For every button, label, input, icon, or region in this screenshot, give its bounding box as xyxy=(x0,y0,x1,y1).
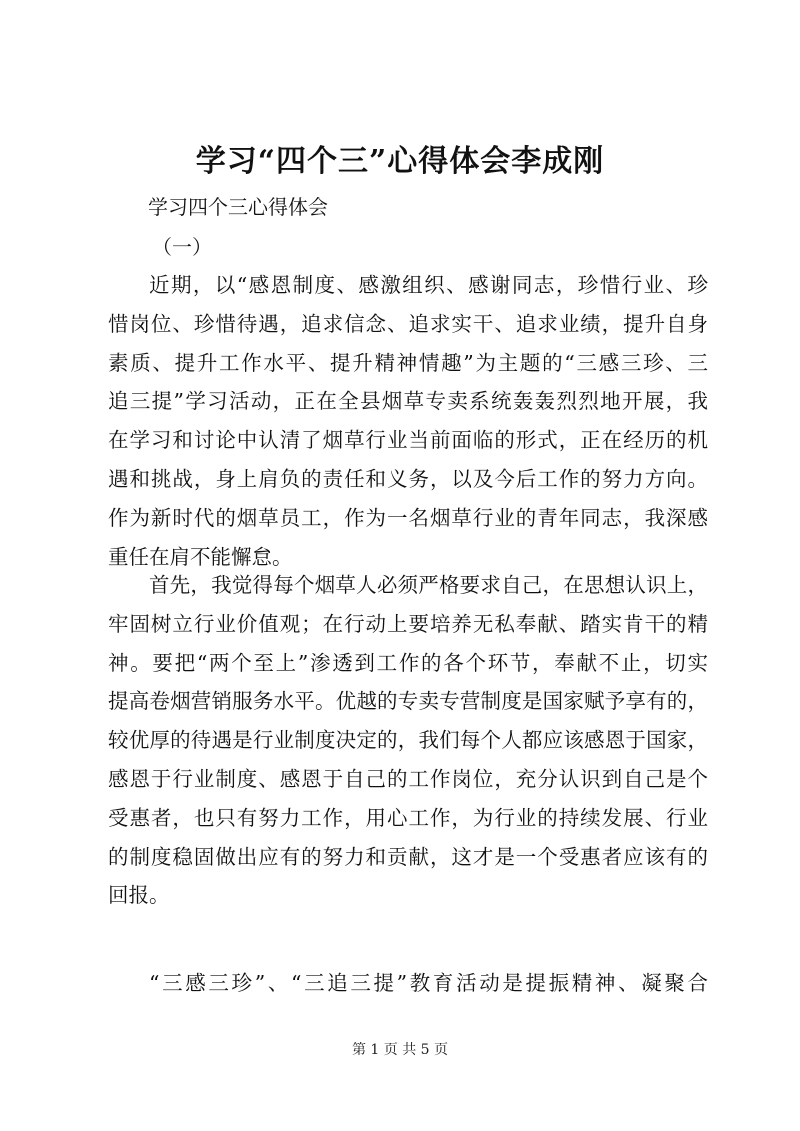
paragraph-line: 首先，我觉得每个烟草人必须严格要求自己，在思想认识上， xyxy=(149,573,708,597)
paragraph-line: 的制度稳固做出应有的努力和贡献，这才是一个受惠者应该有的 xyxy=(108,844,708,869)
paragraph-line: 在学习和讨论中认清了烟草行业当前面临的形式，正在经历的机 xyxy=(108,428,708,453)
paragraph-line: 受惠者，也只有努力工作，用心工作，为行业的持续发展、行业 xyxy=(108,805,708,830)
paragraph-1 xyxy=(108,266,708,576)
paragraph-2 xyxy=(108,566,708,915)
paragraph-line: 回报。 xyxy=(108,883,170,908)
paragraph-3 xyxy=(108,964,708,1003)
paragraph-line: 感恩于行业制度、感恩于自己的工作岗位，充分认识到自己是个 xyxy=(108,766,708,791)
paragraph-line: 近期，以“感恩制度、感激组织、感谢同志，珍惜行业、珍 xyxy=(149,273,708,297)
page-footer: 第 1 页 共 5 页 xyxy=(351,1042,449,1058)
paragraph-line: 惜岗位、珍惜待遇，追求信念、追求实干、追求业绩，提升自身 xyxy=(108,311,708,336)
paragraph-line: “三感三珍”、“三追三提”教育活动是提振精神、凝聚合 xyxy=(149,971,708,995)
paragraph-line: 追三提”学习活动，正在全县烟草专卖系统轰轰烈烈地开展，我 xyxy=(108,389,708,414)
section-number: （一） xyxy=(152,235,212,259)
paragraph-line: 神。要把“两个至上”渗透到工作的各个环节，奉献不止，切实 xyxy=(108,650,708,675)
document-subtitle: 学习四个三心得体会 xyxy=(148,195,328,219)
paragraph-line: 较优厚的待遇是行业制度决定的，我们每个人都应该感恩于国家， xyxy=(108,728,708,753)
paragraph-line: 遇和挑战，身上肩负的责任和义务，以及今后工作的努力方向。 xyxy=(108,466,708,491)
paragraph-line: 提高卷烟营销服务水平。优越的专卖专营制度是国家赋予享有的， xyxy=(108,689,708,714)
paragraph-line: 牢固树立行业价值观；在行动上要培养无私奉献、踏实肯干的精 xyxy=(108,611,708,636)
paragraph-line: 作为新时代的烟草员工，作为一名烟草行业的青年同志，我深感 xyxy=(108,505,708,530)
document-title: 学习“四个三”心得体会李成刚 xyxy=(195,144,605,179)
paragraph-line: 重任在肩不能懈怠。 xyxy=(108,544,293,569)
paragraph-line: 素质、提升工作水平、提升精神情趣”为主题的“三感三珍、三 xyxy=(108,350,708,375)
